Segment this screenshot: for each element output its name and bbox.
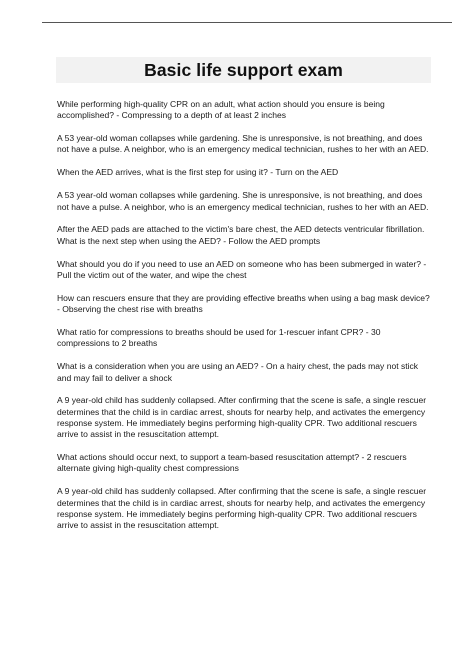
title-banner — [56, 57, 431, 83]
paragraph-1: While performing high-quality CPR on an adult, what action should you ensure is being accomplished? - Compressing to a depth of at least 2 inches — [57, 99, 385, 121]
document-title: Basic life support exam — [144, 59, 343, 80]
paragraph-8: What ratio for compressions to breaths should be used for 1-rescuer infant CPR? - 30 compressions to 2 breaths — [57, 327, 381, 349]
paragraph-3: When the AED arrives, what is the first step for using it? - Turn on the AED — [57, 167, 339, 178]
document-body — [57, 99, 431, 543]
top-divider — [42, 22, 452, 23]
paragraph-2: A 53 year-old woman collapses while gardening. She is unresponsive, is not breathing, and does not have a pulse. A neighbor, who is an emergency medical technician, rushes to her with an AED. — [57, 133, 429, 155]
paragraph-7: How can rescuers ensure that they are providing effective breaths when using a bag mask device? - Observing the chest rise with breaths — [57, 292, 430, 315]
paragraph-4: A 53 year-old woman collapses while gardening. She is unresponsive, is not breathing, and does not have a pulse. A neighbor, who is an emergency medical technician, rushes to her with an AED. — [57, 190, 429, 212]
paragraph-10: A 9 year-old child has suddenly collapsed. After confirming that the scene is safe, a single rescuer determines that the child is in cardiac arrest, shouts for nearby help, and activates the emergency response system. He immediately begins performing high-quality CPR. Two additional rescuers arrive to assist in the resuscitation attempt. — [57, 395, 427, 440]
paragraph-6: What should you do if you need to use an AED on someone who has been submerged in water? - Pull the victim out of the water, and wipe the chest — [57, 258, 427, 280]
paragraph-12: A 9 year-old child has suddenly collapsed. After confirming that the scene is safe, a single rescuer determines that the child is in cardiac arrest, shouts for nearby help, and activates the emergency response system. He immediately begins performing high-quality CPR. Two additional rescuers arrive to assist in the resuscitation attempt. — [57, 486, 427, 531]
paragraph-9: What is a consideration when you are using an AED? - On a hairy chest, the pads may not stick and may fail to deliver a shock — [57, 361, 419, 383]
paragraph-5: After the AED pads are attached to the victim's bare chest, the AED detects ventricular fibrillation. What is the next step when using the AED? - Follow the AED prompts — [57, 224, 425, 246]
paragraph-11: What actions should occur next, to support a team-based resuscitation attempt? - 2 rescuers alternate giving high-quality chest compressions — [57, 452, 407, 474]
